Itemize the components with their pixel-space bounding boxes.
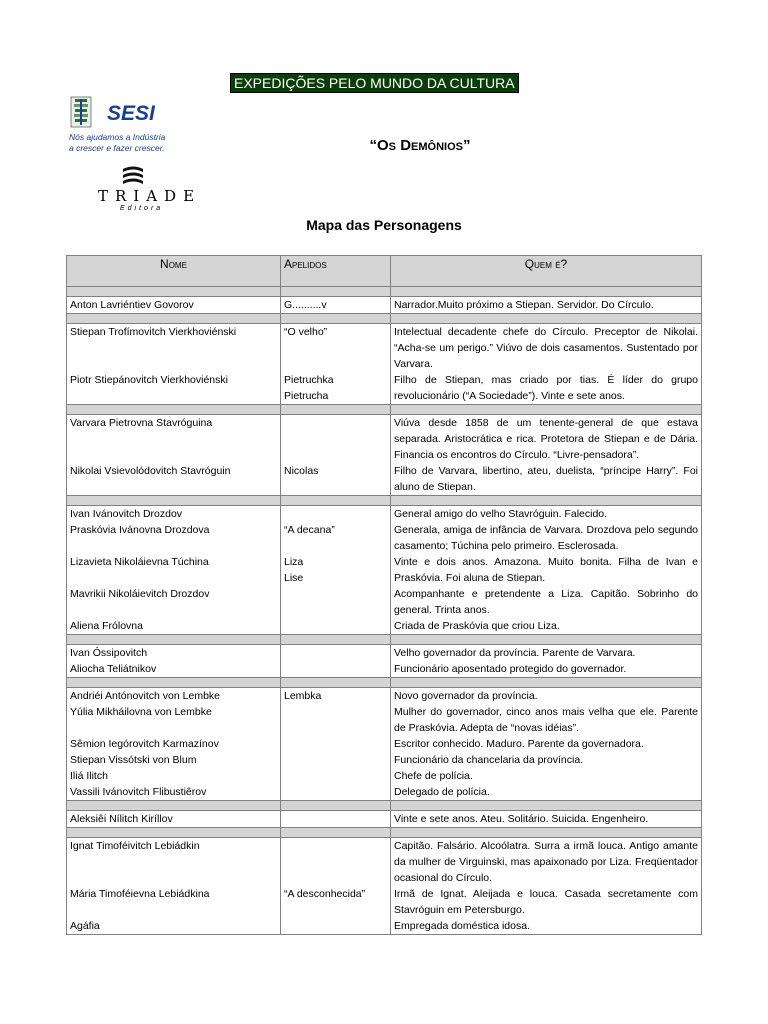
separator-cell <box>67 405 281 415</box>
table-row <box>67 688 702 801</box>
character-nickname-block <box>284 784 387 800</box>
sesi-tagline-line-2: a crescer e fazer crescer. <box>69 143 165 153</box>
nickname-cell <box>281 506 391 635</box>
character-name-block <box>70 324 277 372</box>
character-name-block <box>70 297 277 313</box>
character-nickname: “O velho” <box>284 326 328 338</box>
character-nickname-block <box>284 415 387 463</box>
triade-emblem-icon <box>120 165 146 185</box>
character-nickname-block <box>284 586 387 618</box>
character-name: Agáfia <box>70 920 100 932</box>
character-nickname: Nicolas <box>284 465 319 477</box>
character-nickname-block <box>284 324 387 372</box>
separator-cell <box>281 287 391 297</box>
character-name: Mária Timoféievna Lebiádkina <box>70 888 210 900</box>
who-cell <box>391 811 702 828</box>
character-name: Stiepan Vissótski von Blum <box>70 754 197 766</box>
separator-cell <box>391 314 702 324</box>
sesi-wordmark: SESI <box>107 102 155 125</box>
character-name-block <box>70 918 277 934</box>
group-separator <box>67 287 702 297</box>
character-name-block <box>70 372 277 404</box>
table-row <box>67 415 702 496</box>
character-nickname-block <box>284 297 387 313</box>
who-cell <box>391 645 702 678</box>
character-map-table <box>66 255 702 935</box>
separator-cell <box>67 801 281 811</box>
name-cell <box>67 688 281 801</box>
character-name: Ivan Ivánovitch Drozdov <box>70 508 183 520</box>
separator-cell <box>391 635 702 645</box>
character-description: Vinte e sete anos. Ateu. Solitário. Suicida. Engenheiro. <box>394 813 649 825</box>
table-row <box>67 838 702 935</box>
character-name: Sêmion Iegórovitch Karmazínov <box>70 738 219 750</box>
separator-cell <box>391 405 702 415</box>
character-nickname-block <box>284 838 387 886</box>
character-description: Intelectual decadente chefe do Círculo. Preceptor de Nikolai. “Acha-se um perigo.” Viúvo de dois casamentos. Sustentado por Varvara. <box>394 326 698 370</box>
character-description: Chefe de polícia. <box>394 770 473 782</box>
who-cell <box>391 838 702 935</box>
character-description: Velho governador da província. Parente de Varvara. <box>394 647 636 659</box>
character-description: Capitão. Falsário. Alcoólatra. Surra a irmã louca. Antigo amante da mulher de Virguinski, mas apaixonado por Liza. Freqüentador ocasional do Círculo. <box>394 840 698 884</box>
group-separator <box>67 405 702 415</box>
table-header-row <box>67 256 702 287</box>
table-row <box>67 324 702 405</box>
character-name: Mavrikii Nikoláievitch Drozdov <box>70 588 210 600</box>
character-nickname-block <box>284 752 387 768</box>
character-nickname-block <box>284 886 387 918</box>
separator-cell <box>391 678 702 688</box>
character-nickname-block <box>284 618 387 634</box>
character-name: Aliocha Teliátnikov <box>70 663 157 675</box>
character-description: General amigo do velho Stavróguin. Falecido. <box>394 508 608 520</box>
triade-wordmark: TRIADE <box>98 187 202 205</box>
character-description: Irmã de Ignat. Aleijada e louca. Casada secretamente com Stavróguin em Petersburgo. <box>394 888 698 916</box>
character-name-block <box>70 522 277 554</box>
character-description: Delegado de polícia. <box>394 786 490 798</box>
name-cell <box>67 506 281 635</box>
name-cell <box>67 838 281 935</box>
character-nickname: Pietruchka <box>284 374 334 386</box>
separator-cell <box>281 635 391 645</box>
group-separator <box>67 635 702 645</box>
nickname-cell <box>281 811 391 828</box>
separator-cell <box>281 801 391 811</box>
character-description: Criada de Praskóvia que criou Liza. <box>394 620 560 632</box>
table-body <box>67 287 702 935</box>
character-description: Vinte e dois anos. Amazona. Muito bonita. Filha de Ivan e Praskóvia. Foi aluna de Stiepan. <box>394 556 698 584</box>
separator-cell <box>281 828 391 838</box>
who-cell <box>391 506 702 635</box>
who-cell <box>391 415 702 496</box>
character-nickname-block <box>284 918 387 934</box>
sesi-tagline-line-1: Nós ajudamos a Indústria <box>69 132 166 142</box>
map-title: Mapa das Personagens <box>306 217 462 233</box>
triade-subtitle: Editora <box>120 205 164 212</box>
who-cell <box>391 688 702 801</box>
nickname-cell <box>281 688 391 801</box>
character-name-block <box>70 506 277 522</box>
character-description: Filho de Varvara, libertino, ateu, duelista, “príncipe Harry”. Foi aluno de Stiepan. <box>394 465 698 493</box>
character-name-block <box>70 661 277 677</box>
character-name: Varvara Pietrovna Stavróguina <box>70 417 213 429</box>
character-description: Escritor conhecido. Maduro. Parente da governadora. <box>394 738 644 750</box>
character-name-block <box>70 688 277 704</box>
character-nickname-block <box>284 372 387 404</box>
character-description: Funcionário aposentado protegido do governador. <box>394 663 627 675</box>
character-description: Empregada doméstica idosa. <box>394 920 530 932</box>
character-name: Iliá Ilitch <box>70 770 108 782</box>
character-nickname: Lise <box>284 572 304 584</box>
character-nickname: Lembka <box>284 690 322 702</box>
character-description: Novo governador da província. <box>394 690 538 702</box>
name-cell <box>67 645 281 678</box>
collection-banner: EXPEDIÇÕES PELO MUNDO DA CULTURA <box>230 73 519 93</box>
character-nickname: “A desconhecida” <box>284 888 366 900</box>
character-nickname-block <box>284 463 387 495</box>
name-cell <box>67 297 281 314</box>
character-name-block <box>70 784 277 800</box>
separator-cell <box>281 496 391 506</box>
character-nickname-block <box>284 768 387 784</box>
character-nickname-block <box>284 661 387 677</box>
table-row <box>67 506 702 635</box>
separator-cell <box>391 496 702 506</box>
character-name-block <box>70 811 277 827</box>
name-cell <box>67 811 281 828</box>
character-name-block <box>70 838 277 886</box>
character-description: Filho de Stiepan, mas criado por tias. É líder do grupo revolucionário (“A Sociedade”). Vinte e sete anos. <box>394 374 698 402</box>
character-name-block <box>70 554 277 586</box>
character-nickname: Liza <box>284 556 304 568</box>
character-name-block <box>70 752 277 768</box>
group-separator <box>67 496 702 506</box>
nickname-cell <box>281 645 391 678</box>
character-name: Vassili Ivánovitch Flibustiêrov <box>70 786 207 798</box>
character-nickname: “A decana” <box>284 524 335 536</box>
character-description: Generala, amiga de infância de Varvara. Drozdova pelo segundo casamento; Túchina pelo primeiro. Esclerosada. <box>394 524 698 552</box>
separator-cell <box>67 496 281 506</box>
character-nickname-block <box>284 704 387 736</box>
character-name-block <box>70 586 277 618</box>
separator-cell <box>281 678 391 688</box>
character-nickname-block <box>284 645 387 661</box>
character-description: Mulher do governador, cinco anos mais velha que ele. Parente de Praskóvia. Adepta de “novas idéias”. <box>394 706 698 734</box>
separator-cell <box>391 828 702 838</box>
character-name: Ivan Óssipovitch <box>70 647 148 659</box>
character-name: Anton Lavriéntiev Govorov <box>70 299 194 311</box>
header-who: Quem é? <box>391 256 702 287</box>
name-cell <box>67 415 281 496</box>
table-row <box>67 297 702 314</box>
character-nickname-block <box>284 522 387 554</box>
group-separator <box>67 828 702 838</box>
who-cell <box>391 297 702 314</box>
character-name: Aleksiêi Nílitch Kiríllov <box>70 813 173 825</box>
separator-cell <box>67 314 281 324</box>
character-name-block <box>70 886 277 918</box>
who-cell <box>391 324 702 405</box>
character-nickname-block <box>284 736 387 752</box>
character-name: Andriéi Antónovitch von Lembke <box>70 690 221 702</box>
character-name-block <box>70 704 277 736</box>
character-description: Funcionário da chancelaria da província. <box>394 754 584 766</box>
separator-cell <box>391 287 702 297</box>
nickname-cell <box>281 415 391 496</box>
sesi-emblem-icon <box>69 96 95 128</box>
separator-cell <box>281 405 391 415</box>
separator-cell <box>281 314 391 324</box>
group-separator <box>67 314 702 324</box>
character-name-block <box>70 736 277 752</box>
character-name: Nikolai Vsievolódovitch Stavróguin <box>70 465 231 477</box>
character-nickname-block <box>284 811 387 827</box>
character-name: Lizavieta Nikoláievna Túchina <box>70 556 209 568</box>
nickname-cell <box>281 838 391 935</box>
separator-cell <box>67 678 281 688</box>
character-name: Praskóvia Ivánovna Drozdova <box>70 524 210 536</box>
character-name-block <box>70 645 277 661</box>
separator-cell <box>391 801 702 811</box>
group-separator <box>67 678 702 688</box>
name-cell <box>67 324 281 405</box>
character-description: Viúva desde 1858 de um tenente-general de que estava separada. Aristocrática e rica. Protetora de Stiepan e de Dária. Financia os encontros do Círculo. “Livre-pensadora”. <box>394 417 698 461</box>
separator-cell <box>67 287 281 297</box>
header-nicknames: Apelidos <box>281 256 391 287</box>
character-description: Acompanhante e pretendente a Liza. Capitão. Sobrinho do general. Trinta anos. <box>394 588 698 616</box>
group-separator <box>67 801 702 811</box>
character-nickname-block <box>284 554 387 586</box>
book-title: “Os Demônios” <box>369 137 471 154</box>
character-name-block <box>70 463 277 495</box>
separator-cell <box>67 635 281 645</box>
table-row <box>67 811 702 828</box>
character-name: Ignat Timoféivitch Lebiádkin <box>70 840 200 852</box>
character-description: Narrador.Muito próximo a Stiepan. Servidor. Do Círculo. <box>394 299 654 311</box>
header-name: Nome <box>67 256 281 287</box>
character-nickname: Pietrucha <box>284 390 329 402</box>
character-name-block <box>70 768 277 784</box>
nickname-cell <box>281 324 391 405</box>
character-nickname: G..........v <box>284 299 327 311</box>
character-name: Stiepan Trofímovitch Vierkhoviénski <box>70 326 237 338</box>
table-row <box>67 645 702 678</box>
triade-logo <box>96 165 202 215</box>
character-name: Piotr Stiepánovitch Vierkhoviénski <box>70 374 228 386</box>
character-name-block <box>70 618 277 634</box>
character-name: Aliena Frólovna <box>70 620 143 632</box>
nickname-cell <box>281 297 391 314</box>
separator-cell <box>67 828 281 838</box>
character-name: Yúlia Mikháilovna von Lembke <box>70 706 212 718</box>
character-nickname-block <box>284 688 387 704</box>
character-name-block <box>70 415 277 463</box>
character-nickname-block <box>284 506 387 522</box>
